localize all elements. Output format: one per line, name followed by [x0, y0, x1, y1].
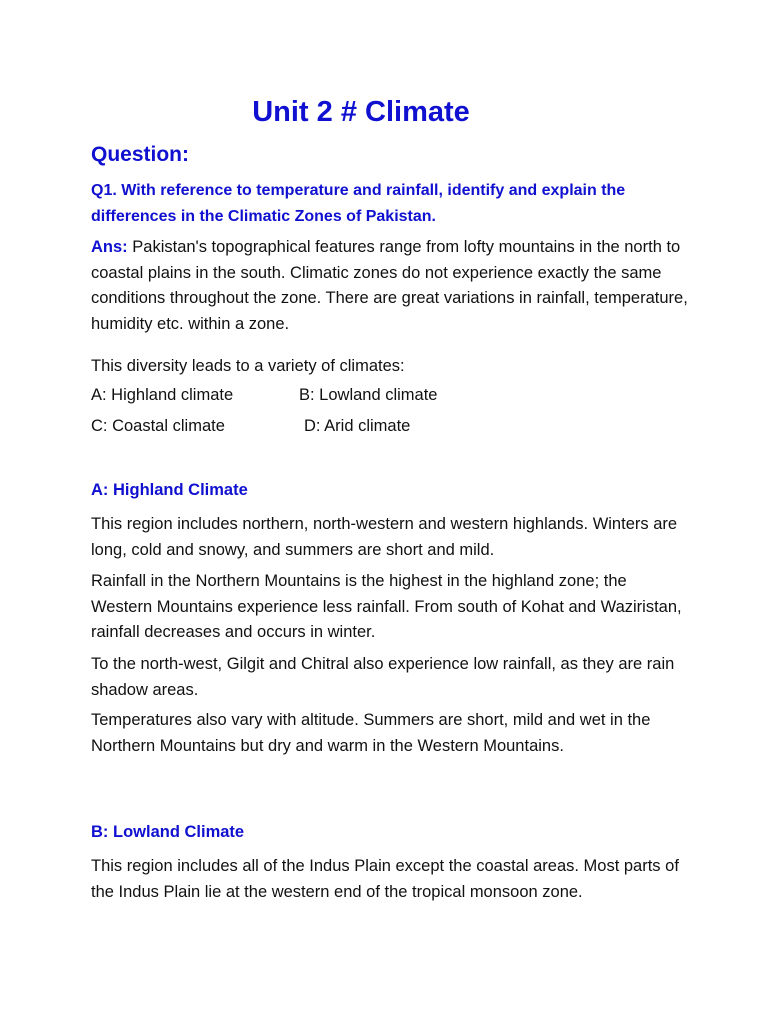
highland-paragraph: Rainfall in the Northern Mountains is the highest in the highland zone; the Western Mountains experience less rainfall. From south of Kohat and Waziristan, rainfall decreases and occurs in winter.	[91, 572, 682, 641]
climate-option-coastal: C: Coastal climate	[91, 417, 225, 435]
climate-option-highland: A: Highland climate	[91, 386, 234, 404]
section-heading-highland: A: Highland Climate	[91, 481, 248, 499]
question-text: Q1. With reference to temperature and rainfall, identify and explain the differences in the Climatic Zones of Pakistan.	[91, 182, 626, 225]
highland-paragraph: This region includes northern, north-western and western highlands. Winters are long, cold and snowy, and summers are short and mild.	[91, 515, 678, 559]
diversity-intro: This diversity leads to a variety of climates:	[91, 357, 405, 375]
climate-option-arid: D: Arid climate	[304, 417, 411, 435]
section-heading-lowland: B: Lowland Climate	[91, 823, 245, 841]
answer-paragraph	[91, 235, 691, 337]
highland-paragraph: Temperatures also vary with altitude. Summers are short, mild and wet in the Northern Mountains but dry and warm in the Western Mountains.	[91, 711, 651, 755]
highland-paragraph: To the north-west, Gilgit and Chitral also experience low rainfall, as they are rain shadow areas.	[91, 655, 675, 699]
question-heading: Question:	[91, 143, 189, 166]
answer-label: Ans:	[91, 238, 128, 256]
page-title: Unit 2 # Climate	[252, 96, 470, 128]
climate-option-lowland: B: Lowland climate	[299, 386, 438, 404]
lowland-paragraph: This region includes all of the Indus Plain except the coastal areas. Most parts of the Indus Plain lie at the western end of the tropical monsoon zone.	[91, 857, 679, 901]
answer-text: Pakistan's topographical features range from lofty mountains in the north to coastal plains in the south. Climatic zones do not experience exactly the same conditions throughout the zone. There are great variations in rainfall, temperature, humidity etc. within a zone.	[91, 238, 688, 333]
